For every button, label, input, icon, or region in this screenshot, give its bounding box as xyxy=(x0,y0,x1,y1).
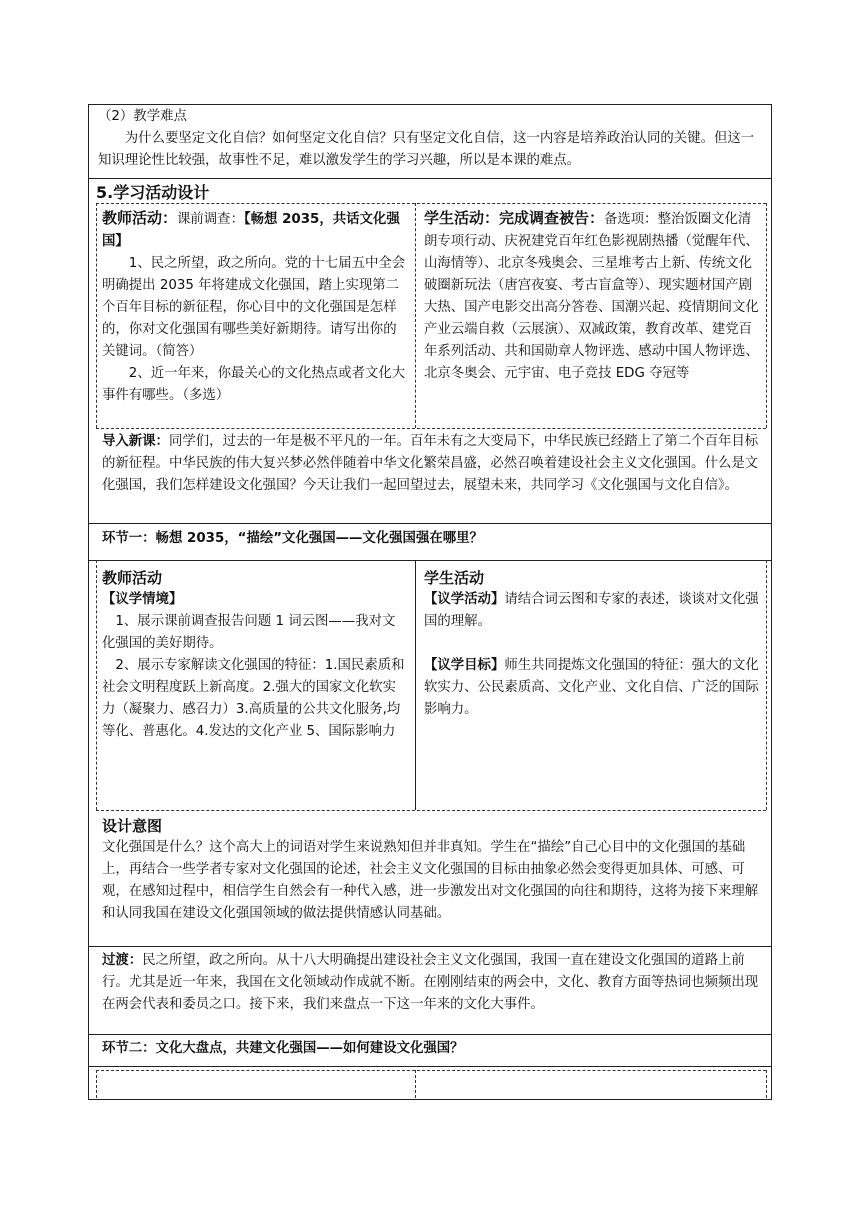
dashed-line xyxy=(96,1070,766,1071)
activity-label: 【议学活动】 xyxy=(424,592,505,607)
link2-title: 环节二：文化大盘点，共建文化强国——如何建设文化强国？ xyxy=(102,1041,464,1056)
intro-label: 导入新课： xyxy=(102,434,169,449)
dashed-line xyxy=(415,1070,416,1098)
dashed-line xyxy=(96,1070,97,1098)
intro-section xyxy=(102,431,762,497)
divider xyxy=(88,1034,772,1035)
difficulty-section xyxy=(98,106,766,172)
dashed-line xyxy=(96,560,97,810)
transition-label: 过渡： xyxy=(102,953,143,968)
link1-student-heading: 学生活动 xyxy=(424,569,485,587)
dashed-line xyxy=(766,203,767,428)
difficulty-body: 为什么要坚定文化自信？如何坚定文化自信？只有坚定文化自信，这一内容是培养政治认同的关键。但这一知识理论性比较强，故事性不足，难以激发学生的学习兴趣，所以是本课的难点。 xyxy=(98,131,755,168)
lesson-plan-page xyxy=(88,104,772,1100)
dashed-line xyxy=(96,428,766,429)
difficulty-heading: （2）教学难点 xyxy=(98,109,187,124)
survey-question-2: 2、近一年来，你最关心的文化热点或者文化大事件有哪些。（多选） xyxy=(102,366,406,403)
situation-label: 【议学情境】 xyxy=(102,592,183,607)
goal-body: 师生共同提炼文化强国的特征：强大的文化软实力、公民素质高、文化产业、文化自信、广泛的国际影响力。 xyxy=(424,658,759,717)
transition-body: 民之所望，政之所向。从十八大明确提出建设社会主义文化强国，我国一直在建设文化强国的道路上前行。尤其是近一年来，我国在文化领域动作成就不断。在刚刚结束的两会中，文化、教育方面等热词也频频出现在两会代表和委员之口。接下来，我们来盘点一下这一年来的文化大事件。 xyxy=(102,953,759,1012)
design-title: 设计意图 xyxy=(102,817,163,835)
dashed-line xyxy=(96,810,766,811)
student-options: 备选项：整治饭圈文化清朗专项行动、庆祝建党百年红色影视剧热播（觉醒年代、山海情等）、北京冬残奥会、三星堆考古上新、传统文化破圈新玩法（唐宫夜宴、考古盲盒等）、现实题材国产剧大热、国产电影交出高分答卷、国潮兴起、疫情期间文化产业云端自救（云展演）、双减政策，教育改革、建党百年系列活动、共和国勋章人物评选、感动中国人物评选、北京冬奥会、元宇宙、电子竞技 EDG 夺冠等 xyxy=(424,212,759,381)
student-activity-label: 学生活动：完成调查被告： xyxy=(424,209,605,227)
design-section xyxy=(102,815,762,925)
link1-teacher-heading: 教师活动 xyxy=(102,569,163,587)
dashed-line xyxy=(96,203,766,204)
link1-teacher-column xyxy=(102,567,408,743)
divider xyxy=(88,178,772,179)
dashed-line xyxy=(766,1070,767,1098)
design-body: 文化强国是什么？这个高大上的词语对学生来说熟知但并非真知。学生在“描绘”自己心目中的文化强国的基础上，再结合一些学者专家对文化强国的论述，社会主义文化强国的目标由抽象必然会变得更加具体、可感、可观，在感知过程中，相信学生自然会有一种代入感，进一步激发出对文化强国的向往和期待，这将为接下来理解和认同我国在建设文化强国领域的做法提供情感认同基础。 xyxy=(102,840,759,921)
pre-survey-teacher xyxy=(102,207,408,407)
teacher-intro: 课前调查： xyxy=(177,212,244,227)
situation-item-1: 1、展示课前调查报告问题 1 词云图——我对文化强国的美好期待。 xyxy=(102,614,396,651)
goal-label: 【议学目标】 xyxy=(424,658,505,673)
dashed-line xyxy=(96,203,97,428)
intro-body: 同学们，过去的一年是极不平凡的一年。百年未有之大变局下，中华民族已经踏上了第二个百年目标的新征程。中华民族的伟大复兴梦必然伴随着中华文化繁荣昌盛，必然召唤着建设社会主义文化强国。什么是文化强国，我们怎样建设文化强国？今天让我们一起回望过去，展望未来，共同学习《文化强国与文化自信》。 xyxy=(102,434,759,493)
dashed-line xyxy=(415,203,416,428)
link1-student-column xyxy=(424,567,760,721)
survey-question-1: 1、民之所望，政之所向。党的十七届五中全会明确提出 2035 年将建成文化强国，踏上实现第二个百年目标的新征程，你心目中的文化强国是怎样的，你对文化强国有哪些美好新期待。请写出你的关键词。（简答） xyxy=(102,256,406,359)
section5-title: 5.学习活动设计 xyxy=(96,183,210,202)
situation-item-2: 2、展示专家解读文化强国的特征：1.国民素质和社会文明程度跃上新高度。2.强大的国家文化软实力（凝聚力、感召力）3.高质量的公共文化服务,均等化、普惠化。4.发达的文化产业 5、国际影响力 xyxy=(102,658,405,739)
divider xyxy=(88,523,772,524)
link1-title: 环节一：畅想 2035，“描绘”文化强国——文化强国强在哪里？ xyxy=(102,531,483,546)
activity-body: 请结合词云图和专家的表述，谈谈对文化强国的理解。 xyxy=(424,592,759,629)
dashed-line xyxy=(766,560,767,810)
divider xyxy=(88,560,772,561)
divider xyxy=(88,946,772,947)
teacher-topic: 【畅想 2035，共话文化强国】 xyxy=(102,212,400,249)
teacher-activity-label: 教师活动： xyxy=(102,209,178,227)
transition-section xyxy=(102,950,762,1016)
divider xyxy=(88,1066,772,1067)
pre-survey-student xyxy=(424,207,760,385)
column-divider xyxy=(415,560,416,810)
